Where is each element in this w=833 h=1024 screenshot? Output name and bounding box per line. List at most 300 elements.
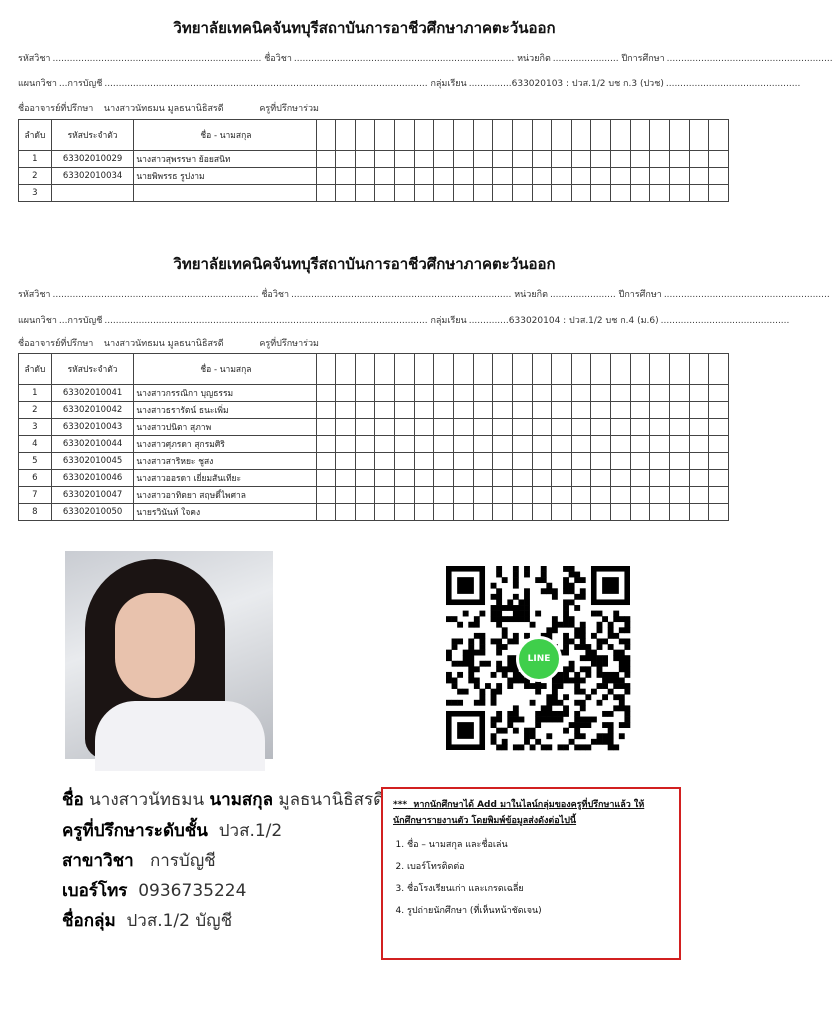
qr-module xyxy=(624,661,630,667)
qr-module xyxy=(619,650,625,656)
attendance-cell xyxy=(709,487,729,504)
attendance-cell xyxy=(709,168,729,185)
attendance-cell xyxy=(591,436,611,453)
qr-module xyxy=(496,605,502,611)
qr-module xyxy=(546,717,552,723)
attendance-cell xyxy=(571,120,591,151)
qr-module xyxy=(580,644,586,650)
qr-module xyxy=(608,672,614,678)
attendance-cell xyxy=(434,168,454,185)
attendance-cell xyxy=(689,385,709,402)
qr-module xyxy=(569,622,575,628)
qr-module xyxy=(558,672,564,678)
qr-module xyxy=(574,689,580,695)
qr-module xyxy=(479,689,485,695)
qr-module xyxy=(552,694,558,700)
qr-module xyxy=(513,611,519,617)
qr-module xyxy=(552,678,558,684)
qr-module xyxy=(513,672,519,678)
qr-module xyxy=(580,666,586,672)
attendance-cell xyxy=(532,402,552,419)
qr-module xyxy=(474,666,480,672)
qr-module xyxy=(468,661,474,667)
qr-module xyxy=(479,638,485,644)
qr-module xyxy=(608,711,614,717)
roster2-meta-course: รหัสวิชา ........................................................................ ชื่อวิชา ............................................................................. หน่วยกิต ....................... ปีการศึกษา .......................................................... xyxy=(18,290,830,300)
qr-module xyxy=(580,655,586,661)
qr-module xyxy=(597,700,603,706)
qr-module xyxy=(502,666,508,672)
qr-module xyxy=(580,627,586,633)
qr-module xyxy=(524,605,530,611)
qr-module xyxy=(502,577,508,583)
attendance-cell xyxy=(454,419,474,436)
qr-module xyxy=(563,616,569,622)
qr-module xyxy=(597,733,603,739)
qr-module xyxy=(535,711,541,717)
qr-module xyxy=(513,717,519,723)
qr-module xyxy=(446,616,452,622)
qr-module xyxy=(474,683,480,689)
qr-module xyxy=(507,678,513,684)
qr-module xyxy=(524,566,530,572)
qr-module xyxy=(541,588,547,594)
qr-module xyxy=(619,700,625,706)
qr-module xyxy=(574,717,580,723)
qr-module xyxy=(563,705,569,711)
attendance-cell xyxy=(709,385,729,402)
attendance-cell xyxy=(591,453,611,470)
qr-module xyxy=(496,744,502,750)
qr-module xyxy=(574,711,580,717)
qr-module xyxy=(524,733,530,739)
qr-module xyxy=(558,711,564,717)
attendance-cell xyxy=(336,436,356,453)
qr-module xyxy=(524,616,530,622)
qr-module xyxy=(613,672,619,678)
qr-module xyxy=(491,700,497,706)
attendance-cell xyxy=(709,354,729,385)
qr-module xyxy=(580,622,586,628)
attendance-cell xyxy=(709,453,729,470)
qr-module xyxy=(535,717,541,723)
qr-module xyxy=(597,627,603,633)
qr-module xyxy=(563,650,569,656)
attendance-cell xyxy=(689,120,709,151)
attendance-cell xyxy=(630,470,650,487)
qr-module xyxy=(496,728,502,734)
qr-module xyxy=(580,722,586,728)
attendance-cell xyxy=(473,402,493,419)
attendance-cell xyxy=(650,151,670,168)
attendance-cell xyxy=(709,151,729,168)
qr-module xyxy=(496,622,502,628)
attendance-cell xyxy=(689,151,709,168)
qr-module xyxy=(546,705,552,711)
attendance-cell xyxy=(591,504,611,521)
qr-module xyxy=(585,672,591,678)
qr-module xyxy=(574,594,580,600)
attendance-cell xyxy=(434,385,454,402)
qr-module xyxy=(452,678,458,684)
attendance-cell xyxy=(473,151,493,168)
attendance-cell xyxy=(611,453,631,470)
attendance-cell xyxy=(571,168,591,185)
attendance-cell xyxy=(611,419,631,436)
qr-module xyxy=(569,666,575,672)
qr-module xyxy=(513,572,519,578)
qr-module xyxy=(619,616,625,622)
qr-module xyxy=(530,728,536,734)
attendance-cell xyxy=(493,487,513,504)
attendance-cell xyxy=(689,453,709,470)
attendance-cell xyxy=(336,185,356,202)
attendance-cell xyxy=(395,151,415,168)
qr-module xyxy=(608,728,614,734)
qr-module xyxy=(535,611,541,617)
qr-module xyxy=(613,655,619,661)
attendance-cell xyxy=(512,470,532,487)
qr-module xyxy=(513,583,519,589)
attendance-cell xyxy=(414,185,434,202)
attendance-cell xyxy=(512,185,532,202)
attendance-cell xyxy=(434,487,454,504)
qr-module xyxy=(580,594,586,600)
attendance-cell xyxy=(532,185,552,202)
qr-module xyxy=(608,633,614,639)
attendance-cell xyxy=(375,168,395,185)
qr-module xyxy=(546,733,552,739)
qr-module xyxy=(485,661,491,667)
qr-module xyxy=(563,599,569,605)
qr-module xyxy=(502,605,508,611)
qr-module xyxy=(563,672,569,678)
qr-module xyxy=(468,650,474,656)
qr-module xyxy=(574,733,580,739)
qr-module xyxy=(530,683,536,689)
qr-module xyxy=(580,689,586,695)
attendance-cell xyxy=(591,402,611,419)
qr-module xyxy=(597,661,603,667)
qr-module xyxy=(563,605,569,611)
attendance-cell xyxy=(709,120,729,151)
qr-module xyxy=(518,717,524,723)
qr-module xyxy=(619,655,625,661)
qr-module xyxy=(479,644,485,650)
table-row: 8 63302010050 นายรวินันท์ ใจคง xyxy=(19,504,729,521)
qr-module xyxy=(608,678,614,684)
attendance-cell xyxy=(493,470,513,487)
qr-module xyxy=(597,672,603,678)
attendance-cell xyxy=(670,470,690,487)
qr-module xyxy=(597,638,603,644)
attendance-cell xyxy=(375,402,395,419)
attendance-cell xyxy=(689,436,709,453)
attendance-cell xyxy=(611,168,631,185)
qr-module xyxy=(585,722,591,728)
qr-module xyxy=(624,666,630,672)
attendance-cell xyxy=(414,453,434,470)
qr-module xyxy=(463,689,469,695)
table-row: 1 63302010041 นางสาวกรรณิกา บุญธรรม xyxy=(19,385,729,402)
qr-module xyxy=(574,672,580,678)
qr-module xyxy=(613,705,619,711)
attendance-cell xyxy=(336,151,356,168)
qr-module xyxy=(619,705,625,711)
qr-module xyxy=(563,644,569,650)
attendance-cell xyxy=(591,487,611,504)
attendance-cell xyxy=(552,354,572,385)
qr-module xyxy=(563,583,569,589)
attendance-cell xyxy=(571,185,591,202)
attendance-cell xyxy=(670,419,690,436)
qr-module xyxy=(496,566,502,572)
qr-module xyxy=(608,744,614,750)
qr-module xyxy=(541,705,547,711)
qr-module xyxy=(624,705,630,711)
attendance-cell xyxy=(434,504,454,521)
attendance-cell xyxy=(375,385,395,402)
attendance-cell xyxy=(316,120,336,151)
qr-module xyxy=(524,683,530,689)
attendance-cell xyxy=(316,402,336,419)
qr-module xyxy=(574,744,580,750)
attendance-cell xyxy=(355,120,375,151)
attendance-cell xyxy=(434,436,454,453)
roster2-table xyxy=(18,353,729,521)
qr-module xyxy=(474,633,480,639)
attendance-cell xyxy=(670,151,690,168)
attendance-cell xyxy=(611,151,631,168)
qr-module xyxy=(591,739,597,745)
attendance-cell xyxy=(395,354,415,385)
qr-module xyxy=(535,683,541,689)
qr-module xyxy=(624,638,630,644)
qr-module xyxy=(619,683,625,689)
qr-module xyxy=(574,644,580,650)
qr-module xyxy=(580,744,586,750)
qr-module xyxy=(580,588,586,594)
qr-module xyxy=(541,683,547,689)
qr-module xyxy=(507,605,513,611)
qr-finder-core xyxy=(457,722,474,739)
table-row: 5 63302010045 นางสาวสาริหยะ ชูสง xyxy=(19,453,729,470)
attendance-cell xyxy=(630,354,650,385)
qr-module xyxy=(580,638,586,644)
attendance-cell xyxy=(434,354,454,385)
attendance-cell xyxy=(434,453,454,470)
qr-module xyxy=(613,616,619,622)
qr-module xyxy=(518,611,524,617)
qr-module xyxy=(502,627,508,633)
qr-module xyxy=(468,666,474,672)
attendance-cell xyxy=(375,120,395,151)
qr-module xyxy=(479,633,485,639)
qr-module xyxy=(541,566,547,572)
qr-module xyxy=(468,622,474,628)
photo-face-shape xyxy=(115,593,195,698)
attendance-cell xyxy=(670,487,690,504)
qr-module xyxy=(479,694,485,700)
attendance-cell xyxy=(630,402,650,419)
attendance-cell xyxy=(316,419,336,436)
attendance-cell xyxy=(552,385,572,402)
qr-module xyxy=(496,689,502,695)
qr-module xyxy=(491,594,497,600)
attendance-cell xyxy=(571,470,591,487)
qr-module xyxy=(552,689,558,695)
attendance-cell xyxy=(709,436,729,453)
attendance-cell xyxy=(611,354,631,385)
attendance-cell xyxy=(611,402,631,419)
qr-module xyxy=(552,711,558,717)
qr-module xyxy=(491,638,497,644)
qr-module xyxy=(496,599,502,605)
qr-module xyxy=(563,566,569,572)
qr-module xyxy=(602,678,608,684)
qr-module xyxy=(591,689,597,695)
qr-module xyxy=(574,572,580,578)
qr-module xyxy=(574,683,580,689)
attendance-cell xyxy=(591,354,611,385)
qr-module xyxy=(580,705,586,711)
qr-module xyxy=(463,661,469,667)
attendance-cell xyxy=(375,354,395,385)
qr-module xyxy=(491,733,497,739)
info-group: ชื่อกลุ่ม ปวส.1/2 บัญชี xyxy=(62,911,233,931)
qr-module xyxy=(585,744,591,750)
qr-module xyxy=(530,733,536,739)
qr-module xyxy=(513,728,519,734)
qr-module xyxy=(491,689,497,695)
attendance-cell xyxy=(709,470,729,487)
attendance-cell xyxy=(571,151,591,168)
attendance-cell xyxy=(493,385,513,402)
qr-module xyxy=(535,739,541,745)
attendance-cell xyxy=(552,470,572,487)
attendance-cell xyxy=(650,419,670,436)
attendance-cell xyxy=(414,168,434,185)
roster1-meta-advisor: ชื่ออาจารย์ที่ปรึกษา นางสาวนัทธมน มูลธนานิธิสรดี ครูที่ปรึกษาร่วม xyxy=(18,104,319,114)
attendance-cell xyxy=(552,151,572,168)
qr-module xyxy=(591,655,597,661)
qr-module xyxy=(496,572,502,578)
qr-module xyxy=(585,644,591,650)
attendance-cell xyxy=(689,470,709,487)
qr-module xyxy=(446,655,452,661)
attendance-cell xyxy=(650,504,670,521)
qr-module xyxy=(535,577,541,583)
qr-module xyxy=(546,744,552,750)
attendance-cell xyxy=(532,120,552,151)
attendance-cell xyxy=(473,354,493,385)
attendance-cell xyxy=(375,470,395,487)
attendance-cell xyxy=(689,185,709,202)
attendance-cell xyxy=(395,504,415,521)
attendance-cell xyxy=(336,385,356,402)
attendance-cell xyxy=(316,168,336,185)
qr-module xyxy=(602,683,608,689)
qr-module xyxy=(530,622,536,628)
attendance-cell xyxy=(650,453,670,470)
qr-module xyxy=(624,622,630,628)
qr-module xyxy=(552,700,558,706)
attendance-cell xyxy=(336,470,356,487)
qr-module xyxy=(524,728,530,734)
qr-module xyxy=(496,638,502,644)
info-major: สาขาวิชา การบัญชี xyxy=(62,851,216,871)
qr-module xyxy=(619,678,625,684)
qr-module xyxy=(507,638,513,644)
qr-module xyxy=(597,622,603,628)
attendance-cell xyxy=(493,504,513,521)
qr-module xyxy=(496,594,502,600)
info-phone: เบอร์โทร 0936735224 xyxy=(62,881,247,901)
attendance-cell xyxy=(650,470,670,487)
attendance-cell xyxy=(630,453,650,470)
attendance-cell xyxy=(493,185,513,202)
qr-module xyxy=(569,583,575,589)
attendance-cell xyxy=(532,168,552,185)
qr-module xyxy=(569,638,575,644)
qr-finder-core xyxy=(457,577,474,594)
roster2-title: วิทยาลัยเทคนิคจันทบุรีสถาบันการอาชีวศึกษาภาคตะวันออก xyxy=(173,255,556,273)
qr-module xyxy=(446,678,452,684)
qr-module xyxy=(507,616,513,622)
qr-module xyxy=(619,661,625,667)
attendance-cell xyxy=(532,453,552,470)
attendance-cell xyxy=(650,436,670,453)
qr-module xyxy=(624,689,630,695)
attendance-cell xyxy=(689,168,709,185)
attendance-cell xyxy=(316,185,336,202)
qr-module xyxy=(491,672,497,678)
attendance-cell xyxy=(454,354,474,385)
attendance-cell xyxy=(630,168,650,185)
attendance-cell xyxy=(493,402,513,419)
attendance-cell xyxy=(316,151,336,168)
qr-module xyxy=(574,633,580,639)
attendance-cell xyxy=(512,504,532,521)
attendance-cell xyxy=(414,385,434,402)
qr-module xyxy=(613,678,619,684)
qr-module xyxy=(518,599,524,605)
qr-module xyxy=(569,722,575,728)
attendance-cell xyxy=(709,504,729,521)
qr-module xyxy=(569,661,575,667)
qr-module xyxy=(563,577,569,583)
qr-module xyxy=(624,655,630,661)
attendance-cell xyxy=(336,120,356,151)
attendance-cell xyxy=(473,487,493,504)
qr-finder-core xyxy=(602,577,619,594)
attendance-cell xyxy=(375,185,395,202)
qr-module xyxy=(602,655,608,661)
attendance-cell xyxy=(532,470,552,487)
attendance-cell xyxy=(709,402,729,419)
qr-module xyxy=(507,711,513,717)
qr-module xyxy=(597,666,603,672)
qr-module xyxy=(546,694,552,700)
table-row: 2 63302010034 นายพิพรรธ รูปงาม xyxy=(19,168,729,185)
qr-module xyxy=(452,683,458,689)
attendance-cell xyxy=(395,487,415,504)
qr-module xyxy=(496,611,502,617)
attendance-cell xyxy=(532,151,552,168)
attendance-cell xyxy=(375,419,395,436)
qr-module xyxy=(574,678,580,684)
qr-module xyxy=(468,672,474,678)
